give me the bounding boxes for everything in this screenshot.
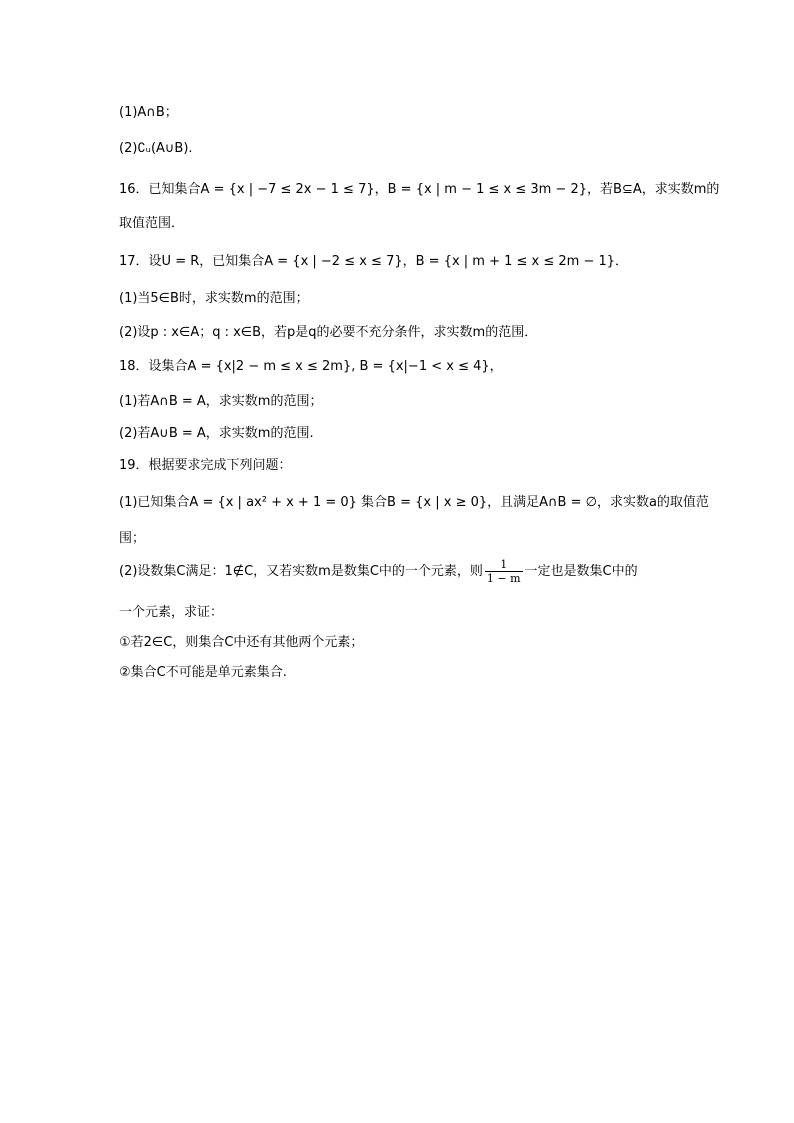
q19-part2-text-a: (2)设数集C满足：1∉C，又若实数m是数集C中的一个元素，则 [119,564,483,579]
q19-statement: 19．根据要求完成下列问题： [119,458,292,473]
q18-statement: 18．设集合A = {x|2 − m ≤ x ≤ 2m}, B = {x|−1 < x ≤ 4}， [119,359,503,374]
q19-part2 [119,558,638,585]
q15-part1: (1)A∩B； [119,105,178,120]
q19-claim2: ②集合C不可能是单元素集合. [119,665,287,680]
q17-part2: (2)设p : x∈A；q : x∈B，若p是q的必要不充分条件，求实数m的范围． [119,325,538,340]
q19-part1-cont: 围； [119,531,146,546]
q17-part1: (1)当5∈B时，求实数m的范围； [119,291,309,306]
fraction-numerator: 1 [485,558,523,572]
q18-part1: (1)若A∩B = A，求实数m的范围； [119,394,323,409]
q19-part2-cont: 一个元素，求证： [119,605,224,620]
q17-statement: 17．设U = R，已知集合A = {x | −2 ≤ x ≤ 7}，B = {x | m + 1 ≤ x ≤ 2m − 1}． [119,254,629,269]
q19-claim1: ①若2∈C，则集合C中还有其他两个元素； [119,635,364,650]
fraction-denominator: 1 − m [486,572,521,585]
q18-part2: (2)若A∪B = A，求实数m的范围. [119,426,314,441]
q16-statement-cont: 取值范围． [119,216,185,231]
q15-part2: (2)∁ᵤ(A∪B). [119,141,193,156]
q19-part2-text-b: 一定也是数集C中的 [524,564,638,579]
fraction-one-over-one-minus-m [485,558,523,585]
q19-part1: (1)已知集合A = {x | ax² + x + 1 = 0} 集合B = {x | x ≥ 0}，且满足A∩B = ∅，求实数a的取值范 [119,495,709,510]
q16-statement: 16．已知集合A = {x | −7 ≤ 2x − 1 ≤ 7}，B = {x | m − 1 ≤ x ≤ 3m − 2}，若B⊆A，求实数m的 [119,182,720,197]
